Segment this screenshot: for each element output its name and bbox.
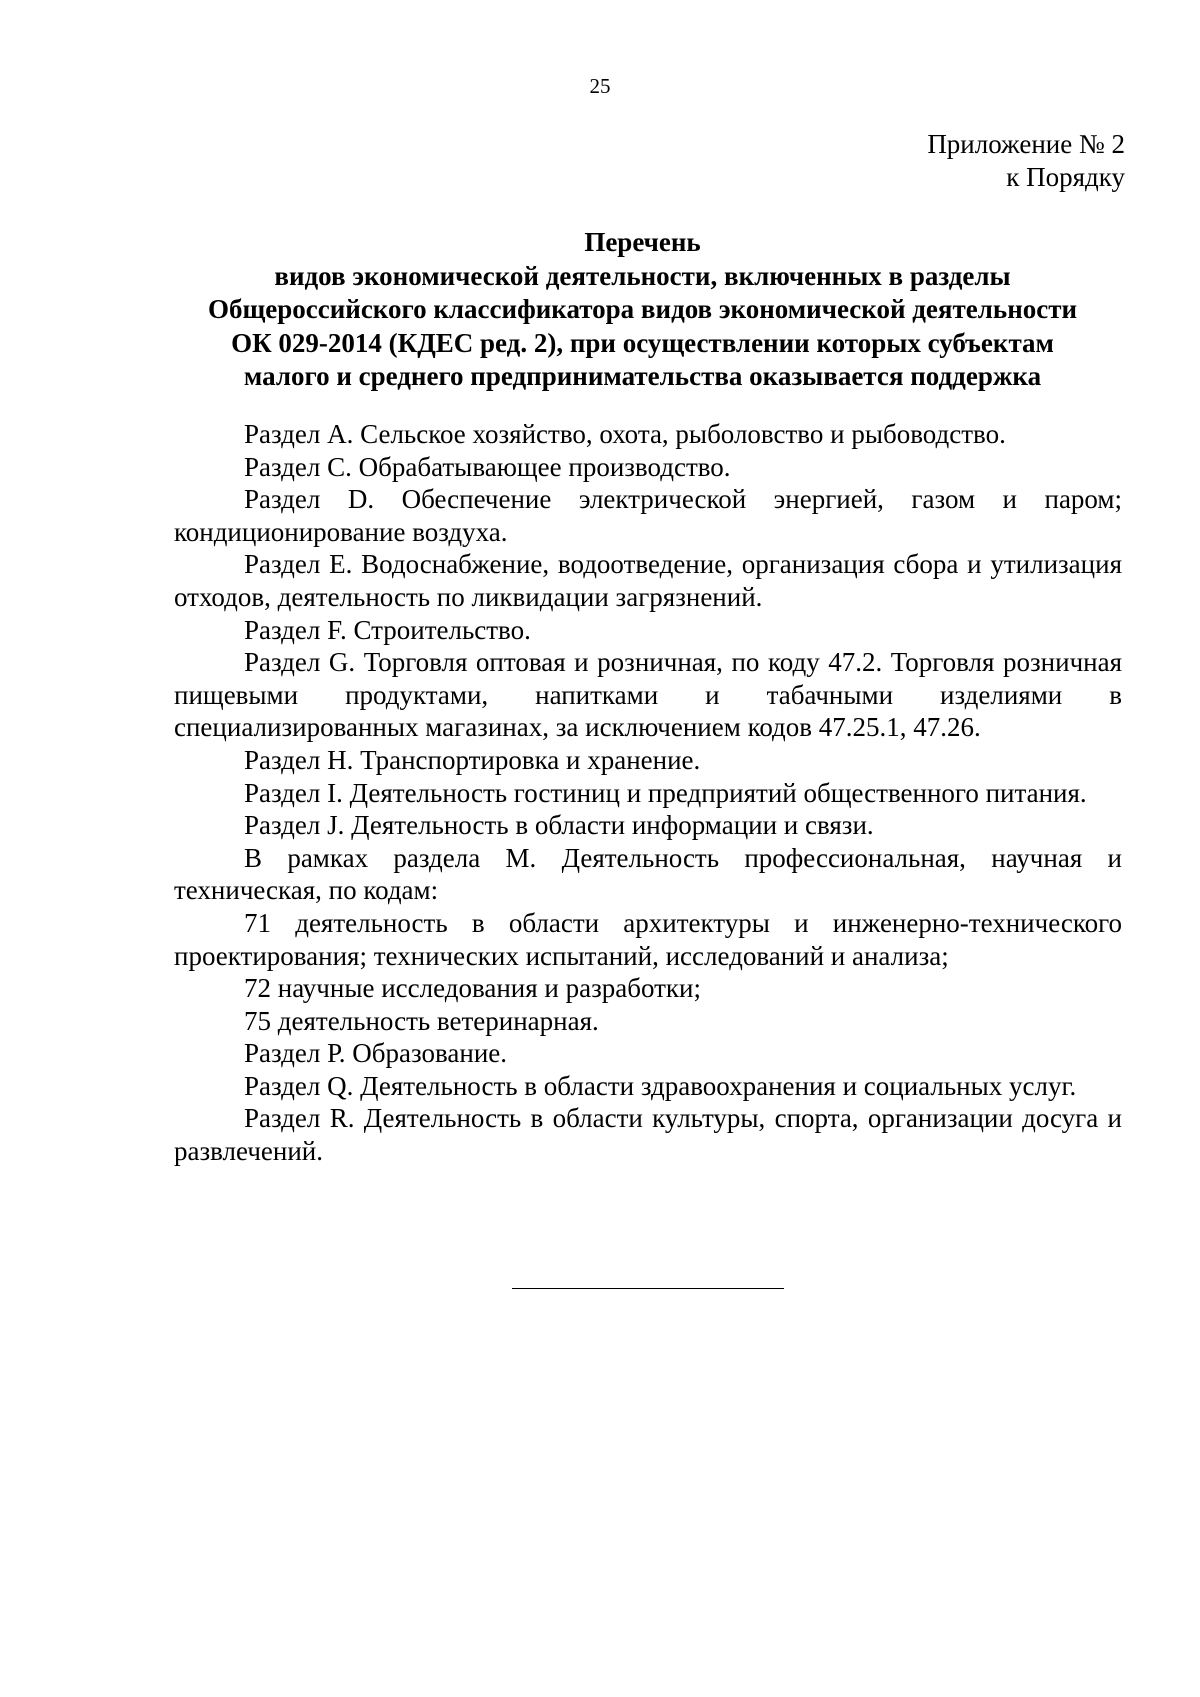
appendix-line-1: Приложение № 2 (927, 129, 1125, 159)
document-body (174, 418, 1122, 1168)
title-line-1: Перечень (584, 227, 701, 257)
paragraph-section-c: Раздел С. Обрабатывающее производство. (244, 451, 731, 482)
paragraph-code-75: 75 деятельность ветеринарная. (244, 1005, 599, 1036)
closing-rule (512, 1288, 784, 1289)
paragraph-code-72: 72 научные исследования и разработки; (244, 973, 701, 1004)
paragraph-section-a: Раздел А. Сельское хозяйство, охота, рыболовство и рыбоводство. (244, 419, 1006, 449)
title-line-5: малого и среднего предпринимательства оказывается поддержка (243, 361, 1042, 391)
title-line-3: Общероссийского классификатора видов экономической деятельности (207, 294, 1078, 324)
paragraph-section-e: Раздел Е. Водоснабжение, водоотведение, организация сбора и утилизация отходов, деятельность по ликвидации загрязнений. (174, 549, 1122, 612)
paragraph-code-71: 71 деятельность в области архитектуры и инженерно-технического проектирования; технических испытаний, исследований и анализа; (174, 907, 1122, 971)
appendix-note (927, 128, 1125, 194)
paragraph-section-r: Раздел R. Деятельность в области культуры, спорта, организации досуга и развлечений. (174, 1103, 1122, 1167)
paragraph-section-j: Раздел J. Деятельность в области информации и связи. (244, 810, 874, 841)
page-number: 25 (589, 74, 611, 98)
paragraph-section-f: Раздел F. Строительство. (244, 614, 531, 645)
title-line-2: видов экономической деятельности, включенных в разделы (274, 260, 1011, 291)
document-title (160, 226, 1125, 394)
appendix-line-2: к Порядку (1006, 162, 1125, 192)
paragraph-section-g: Раздел G. Торговля оптовая и розничная, по коду 47.2. Торговля розничная пищевыми продуктами, напитками и табачными изделиями в специализированных магазинах, за исключением кодов 47.25.1, 47.26. (174, 647, 1122, 743)
paragraph-section-q: Раздел Q. Деятельность в области здравоохранения и социальных услуг. (244, 1070, 1077, 1101)
title-line-4: ОК 029-2014 (КДЕС ред. 2), при осуществлении которых субъектам (231, 327, 1054, 358)
paragraph-section-m: В рамках раздела М. Деятельность профессиональная, научная и техническая, по кодам: (174, 842, 1122, 906)
paragraph-section-i: Раздел I. Деятельность гостиниц и предприятий общественного питания. (244, 777, 1087, 808)
paragraph-section-h: Раздел Н. Транспортировка и хранение. (244, 744, 701, 775)
paragraph-section-d: Раздел D. Обеспечение электрической энергией, газом и паром; кондиционирование воздуха. (174, 484, 1122, 547)
paragraph-section-p: Раздел Р. Образование. (244, 1038, 507, 1069)
